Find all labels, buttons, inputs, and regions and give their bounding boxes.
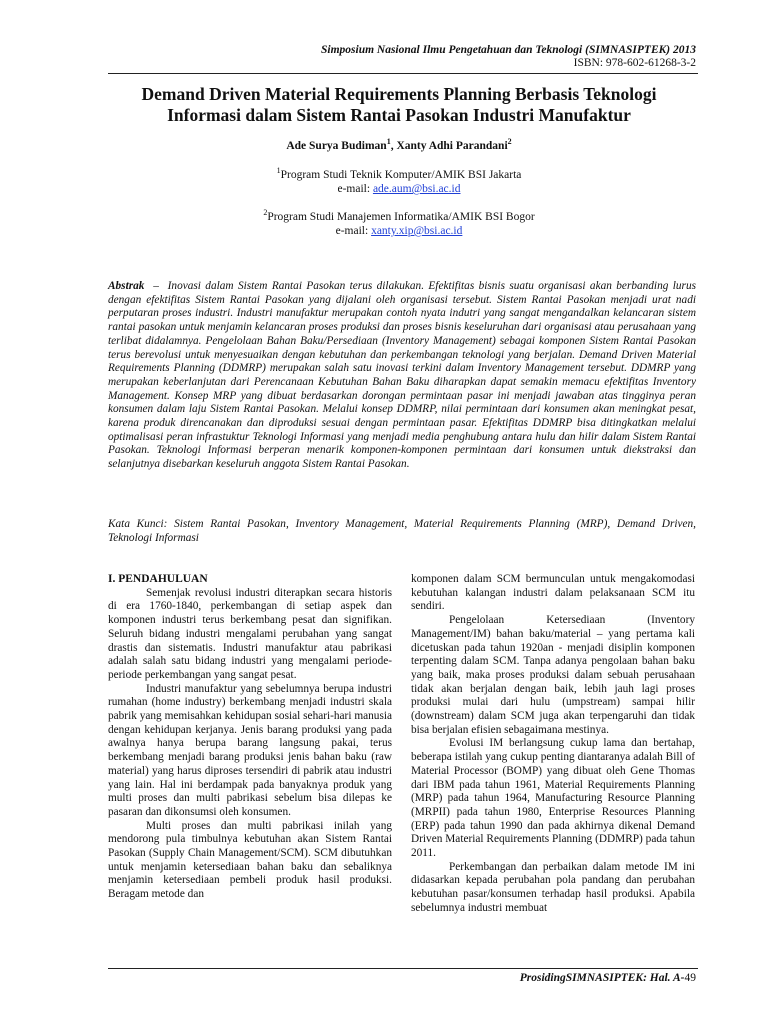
author-list xyxy=(100,137,698,152)
email-label: e-mail: xyxy=(337,183,373,195)
abstract-dash: – xyxy=(144,280,168,292)
author-2: Xanty Adhi Parandani xyxy=(396,140,508,152)
left-column xyxy=(108,573,392,902)
paper-title xyxy=(100,84,698,126)
paragraph: Semenjak revolusi industri diterapkan secara historis di era 1760-1840, perkembangan di setiap aspek dan komponen industri terus berkembang pesat dan signifikan. Seluruh bidang industri mengalami perubahan yang sangat drastis dan sistematis. Industri manufaktur atau pabrikasi adalah salah satu bidang industri yang mengalami periode-periode perkembangan yang sangat pesat. xyxy=(108,586,392,681)
title-line-2: Informasi dalam Sistem Rantai Pasokan Industri Manufaktur xyxy=(167,105,631,125)
affiliation-2-program xyxy=(100,210,698,224)
affiliation-2 xyxy=(100,210,698,238)
affiliation-2-text: Program Studi Manajemen Informatika/AMIK BSI Bogor xyxy=(267,211,535,223)
abstract xyxy=(108,280,696,472)
footer-label: ProsidingSIMNASIPTEK: Hal. A- xyxy=(519,972,685,984)
running-header xyxy=(108,44,696,70)
abstract-label: Abstrak xyxy=(108,280,145,292)
affiliation-1-text: Program Studi Teknik Komputer/AMIK BSI Jakarta xyxy=(280,169,522,181)
paragraph: Perkembangan dan perbaikan dalam metode IM ini didasarkan kepada perubahan pola pandang dan perubahan kebutuhan pasar/konsumen terhadap hasil produksi. Apabila sebelumnya industri membuat xyxy=(411,860,695,914)
isbn: ISBN: 978-602-61268-3-2 xyxy=(573,57,696,69)
section-heading: I. PENDAHULUAN xyxy=(108,573,208,585)
affiliation-2-marker: 2 xyxy=(263,208,268,218)
author-1-marker: 1 xyxy=(386,137,391,147)
email-link-2[interactable]: xanty.xip@bsi.ac.id xyxy=(371,225,463,237)
paragraph: Multi proses dan multi pabrikasi inilah yang mendorong pula timbulnya kebutuhan akan Sistem Rantai Pasokan (Supply Chain Management/SCM). SCM dibutuhkan untuk menjamin ketersediaan bahan baku dan sebaliknya menjamin ketersediaan pembeli produk hasil produksi. Beragam metode dan xyxy=(108,819,392,901)
affiliation-1-program xyxy=(100,168,698,182)
paragraph: Industri manufaktur yang sebelumnya berupa industri rumahan (home industry) berkembang menjadi industri skala pabrik yang memisahkan kehidupan sosial sehari-hari manusia dengan kehidupan kerjanya. Jenis barang produksi yang pada awalnya hanya berupa barang langsung pakai, terus berkembang menjadi barang produksi jenis bahan baku (raw material) yang harus diproses tersendiri di pabrik atau industri yang lain. Hal ini berdampak pada banyaknya produk yang multi proses dan multi pabrikasi sebelum bisa dilepas ke pasaran dan dikonsumsi oleh konsumen. xyxy=(108,682,392,818)
author-separator: , xyxy=(390,140,397,152)
page-footer xyxy=(520,972,696,984)
email-link-1[interactable]: ade.aum@bsi.ac.id xyxy=(372,183,461,195)
affiliation-1-marker: 1 xyxy=(276,166,281,176)
affiliation-2-email-line xyxy=(100,224,698,238)
paragraph: Pengelolaan Ketersediaan (Inventory Management/IM) bahan baku/material – yang pertama kali dicetuskan pada tahun 1920an - menjadi disiplin komponen terpenting dalam SCM. Tanpa adanya pengolaan bahan baku yang baik, maka proses produksi dalam sebuah perusahaan tidak akan berjalan dengan baik, lebih jauh lagi proses produksi mulai dari hulu (umpstream) sampai hilir (downstream) dalam SCM juga akan terpengaruhi dan tidak bisa berjalan efisien sebagaimana mestinya. xyxy=(411,614,695,736)
conference-name: Simposium Nasional Ilmu Pengetahuan dan Teknologi (SIMNASIPTEK) 2013 xyxy=(320,44,696,56)
author-1: Ade Surya Budiman xyxy=(286,140,387,152)
header-rule xyxy=(108,73,698,74)
affiliation-1-email-line xyxy=(100,182,698,196)
abstract-text: Inovasi dalam Sistem Rantai Pasokan terus dilakukan. Efektifitas bisnis suatu organisasi akan berbanding lurus dengan efektifitas Sistem Rantai Pasokan yang dijalani oleh organisasi tersebut. Sistem Rantai Pasokan menjadi urat nadi perputaran proses industri. Industri manufaktur merupakan contoh nyata indutri yang sangat mengandalkan kelancaran sistem rantai pasokan untuk menjamin kelancaran proses produksi dan proses bisnis keseluruhan dari organisasi atau perusahaan yang terlibat didalamnya. Pengelolaan Bahan Baku/Persediaan (Inventory Management) sebagai komponen Sistem Rantai Pasokan terus berevolusi untuk menyesuaikan dengan kebutuhan dan perkembangan teknologi yang berjalan. Demand Driven Material Requirements Planning (DDMRP) merupakan salah satu inovasi terkini dalam Inventory Management tersebut. DDMRP yang merupakan keberlanjutan dari Perencanaan Kebutuhan Bahan Baku diharapkan dapat semakin memacu efektifitas Inventory Management. Konsep MRP yang dibuat berdasarkan dorongan permintaan pasar ini menjadi jawaban atas tingginya peran konsumen dalam laju Sistem Rantai Pasokan. Melalui konsep DDMRP, nilai permintaan dari konsumen akan meningkat pesat, karena produk direncanakan dan diproduksi sesuai dengan permintaan pasar. Efektifitas DDMRP bisa ditingkatkan melalui optimalisasi peran infrastuktur Teknologi Informasi yang menjadi media penghubung antara hulu dan hilir dalam Sistem Rantai Pasokan. Teknologi Informasi berperan menarik komponen-komponen permintaan dari konsumen untuk diekstraksi dan selanjutnya disebarkan keseluruh anggota Sistem Rantai Pasokan. xyxy=(108,280,696,471)
paragraph: komponen dalam SCM bermunculan untuk mengakomodasi kebutuhan kalangan industri dalam pelaksanaan SCM itu sendiri. xyxy=(411,573,695,613)
author-2-marker: 2 xyxy=(507,137,512,147)
keywords: Kata Kunci: Sistem Rantai Pasokan, Inventory Management, Material Requirements Planning (MRP), Demand Driven, Teknologi Informasi xyxy=(108,518,696,544)
paragraph: Evolusi IM berlangsung cukup lama dan bertahap, beberapa istilah yang cukup penting diantaranya adalah Bill of Material Processor (BOMP) yang dibuat oleh Gene Thomas dari IBM pada tahun 1961, Material Requirements Planning (MRP) pada tahun 1964, Manufacturing Resource Planning (MRPII) pada tahun 1980, Enterprise Resources Planning (ERP) pada tahun 1990 dan pada akhirnya dikenal Demand Driven Material Requirements Planning (DDMRP) pada tahun 2011. xyxy=(411,737,695,860)
affiliation-1 xyxy=(100,168,698,196)
right-column xyxy=(411,573,695,916)
footer-rule xyxy=(108,968,698,969)
title-line-1: Demand Driven Material Requirements Planning Berbasis Teknologi xyxy=(141,84,657,104)
email-label: e-mail: xyxy=(335,225,372,237)
page-number: 49 xyxy=(684,972,696,984)
